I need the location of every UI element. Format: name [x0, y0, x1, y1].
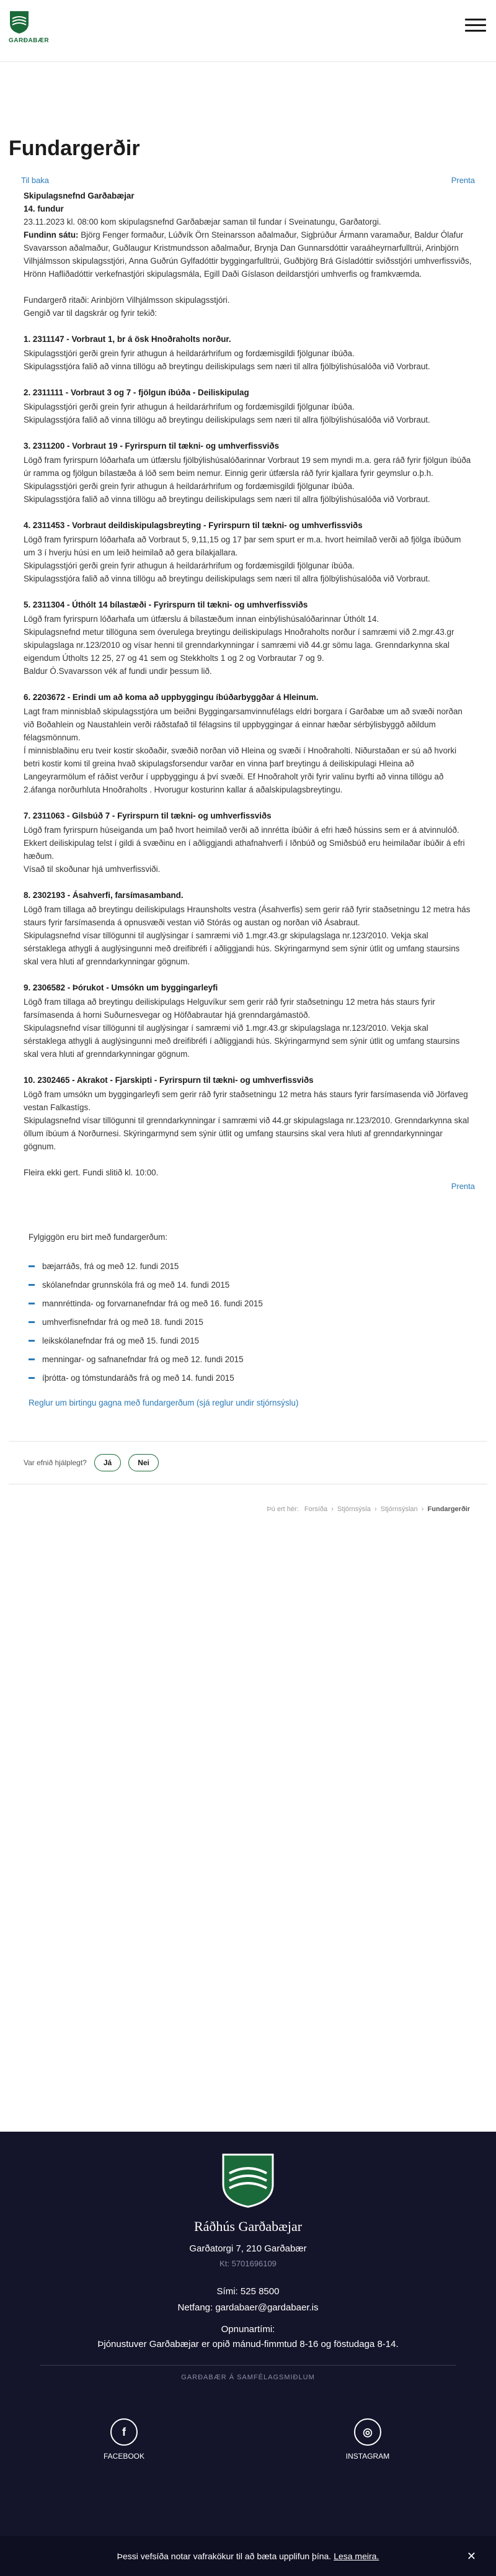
footer-hours: Þjónustuver Garðabæjar er opið mánud-fimmtud 8-16 og föstudaga 8-14.: [97, 2339, 399, 2349]
breadcrumb-home[interactable]: Forsíða: [304, 1506, 328, 1513]
attachments-intro: Fylgiggön eru birt með fundargerðum:: [29, 1232, 168, 1242]
attachment-item[interactable]: [29, 1350, 472, 1368]
back-link[interactable]: Til baka: [21, 176, 50, 185]
footer-email[interactable]: Netfang: gardabaer@gardabaer.is: [177, 2302, 319, 2313]
agenda-case: [24, 691, 472, 796]
agenda-case: [24, 809, 472, 876]
case-paragraph: Lögð fram umsókn um byggingarleyfi sem gerir ráð fyrir staðsetningu 12 metra hás staurs fyrir farsímasenda við Jörfaveg vestan Falkastígs.: [24, 1090, 468, 1112]
close-icon[interactable]: ✕: [466, 2550, 476, 2562]
meeting-minutes: [9, 189, 487, 1179]
attachment-label: íþrótta- og tómstundaráðs frá og með 14. fundi 2015: [42, 1373, 234, 1383]
dash-icon: [29, 1303, 35, 1304]
footer-title: Ráðhús Garðabæjar: [193, 2219, 303, 2234]
hamburger-icon[interactable]: [465, 19, 486, 35]
case-paragraph: Skipulagsnefnd metur tillöguna sem óverulega breytingu deiliskipulags Hnoðraholts norður í samræmi við 2.mgr.43.gr skipulagslaga nr.123/2010 og vísar henni til grenndarkynningar í samræmi við 44.gr sömu laga. Grenndarkynna skal eigendum Útholts 12 25, 27 og 41 sem og Stekkholts 1 og 2 og Vorbrautar 7 og 9.: [24, 627, 454, 663]
print-link-bottom[interactable]: Prenta: [451, 1182, 475, 1191]
attendees-list: Björg Fenger formaður, Lúðvík Örn Steinarsson aðalmaður, Sigþrúður Ármann varamaður, Baldur Ólafur Svavarsson aðalmaður, Guðlaugur Kristmundsson aðalmaður, Brynja Dan Gunnarsdóttir varaáheyrnarfulltrúi, Arinbjörn Vilhjálmsson skipulagsstjóri, Anna Guðrún Gylfadóttir byggingarfulltrúi, Guðbjörg Brá Gísladóttir sviðsstjóri umhverfissviðs, Hrönn Hafliðadóttir verkefnastjóri skipulagsmála, Egill Daði Gíslason deildarstjóri umhverfis og framkvæmda.: [24, 230, 472, 279]
rules-link[interactable]: Reglur um birtingu gagna með fundargerðum (sjá reglur undir stjórnsýslu): [29, 1398, 299, 1407]
top-actions: [9, 176, 487, 189]
site-footer: [0, 2132, 496, 2576]
case-paragraph: Lagt fram minnisblað skipulagsstjóra um beiðni Byggingarsamvinnufélags eldri borgara í Garðabæ um að svæði norðan við Boðahlein og Naustahlein verði ráðstafað til félagsins til uppbyggingar á einnar hæðar sérbýlisbyggð aðildum félagsmönnum.: [24, 707, 463, 742]
secretary-line: Fundargerð ritaði: Arinbjörn Vilhjálmsson skipulagsstjóri.: [24, 295, 230, 305]
case-paragraph: Skipulagsstjóra falið að vinna tillögu að breytingu deiliskipulags sem næri til allra fjölbýlishúsalóða við Vorbraut.: [24, 415, 430, 424]
footer-kt: Kt: 5701696109: [219, 2259, 277, 2268]
feedback-yes-button[interactable]: Já: [94, 1454, 121, 1471]
attachment-label: leikskólanefndar frá og með 15. fundi 2015: [42, 1335, 200, 1345]
case-title: 5. 2311304 - Úthólt 14 bílastæði - Fyrirspurn til tækni- og umhverfissviðs: [24, 600, 308, 609]
cookie-banner: [0, 2536, 496, 2576]
agenda-case: [24, 439, 472, 506]
case-title: 8. 2302193 - Ásahverfi, farsímasamband.: [24, 891, 184, 900]
attachment-item[interactable]: [29, 1257, 472, 1275]
instagram-icon: ◎: [354, 2418, 381, 2446]
agenda-cases: [24, 333, 472, 1153]
agenda-case: [24, 889, 472, 968]
meeting-intro: 23.11.2023 kl. 08:00 kom skipulagsnefnd Garðabæjar saman til fundar í Sveinatungu, Garðatorgi.: [24, 217, 381, 227]
agenda-line: Gengið var til dagskrár og fyrir tekið:: [24, 308, 157, 318]
instagram-label: INSTAGRAM: [345, 2452, 390, 2461]
agenda-case: [24, 1074, 472, 1153]
instagram-link[interactable]: [330, 2418, 405, 2461]
bottom-actions: [9, 1182, 487, 1195]
footer-phone[interactable]: Sími: 525 8500: [216, 2286, 280, 2297]
case-paragraph: Lögð fram tillaga að breytingu deiliskipulags Hraunsholts vestra (Ásahverfis) sem gerir ráð fyrir staðsetningu 12 metra hás staurs fyrir farsímasenda á opnusvæði vestan við Stórás og austan og norðan við Ásabraut.: [24, 905, 471, 927]
case-paragraph: Vísað til skoðunar hjá umhverfissviði.: [24, 864, 161, 874]
attachment-item[interactable]: [29, 1313, 472, 1331]
case-title: 3. 2311200 - Vorbraut 19 - Fyrirspurn til tækni- og umhverfissviðs: [24, 441, 280, 451]
case-paragraph: Lögð fram fyrirspurn lóðarhafa að Vorbraut 5, 9,11,15 og 17 þar sem spurt er m.a. hvort heimilað verði að fjölga íbúðum um 3 í hverju húsi en um leið heimilað að gera bílakjallara.: [24, 535, 461, 557]
dash-icon: [29, 1284, 35, 1286]
case-paragraph: Skipulagsstjóri gerði grein fyrir athugun á heildarárhrifum og fordæmisgildi fjölgunar íbúða.: [24, 349, 355, 358]
case-paragraph: Lögð fram tillaga að breytingu deiliskipulags Helguvíkur sem gerir ráð fyrir staðsetningu 12 metra hás staurs fyrir farsímasenda á horni Suðurnesvegar og Höfðabrautar hjá grenndargámastöð.: [24, 997, 435, 1020]
dash-icon: [29, 1321, 35, 1323]
agenda-case: [24, 981, 472, 1061]
closing-line: Fleira ekki gert. Fundi slitið kl. 10:00.: [24, 1168, 159, 1177]
case-title: 2. 2311111 - Vorbraut 3 og 7 - fjölgun íbúða - Deiliskipulag: [24, 388, 249, 397]
attachment-label: skólanefndar grunnskóla frá og með 14. fundi 2015: [42, 1280, 230, 1290]
page-title: Fundargerðir: [9, 137, 140, 160]
attendees: [24, 228, 472, 280]
attachments-section: [29, 1232, 472, 1407]
dash-icon: [29, 1265, 35, 1267]
case-title: 4. 2311453 - Vorbraut deildiskipulagsbreyting - Fyrirspurn til tækni- og umhverfissviðs: [24, 521, 363, 530]
facebook-link[interactable]: [87, 2418, 161, 2461]
case-paragraph: Lögð fram fyrirspurn lóðarhafa um útfærslu á bílastæðum innan einbýlishúsalóðarinnar Úthólt 14.: [24, 614, 379, 624]
dash-icon: [29, 1340, 35, 1342]
agenda-case: [24, 333, 472, 373]
footer-logo: [221, 2152, 275, 2209]
feedback-no-button[interactable]: Nei: [128, 1454, 159, 1471]
cookie-read-more-link[interactable]: Lesa meira.: [334, 2551, 379, 2561]
dash-icon: [29, 1377, 35, 1379]
case-paragraph: Í minnisblaðinu eru tveir kostir skoðaðir, svæðið norðan við Hleina og svæði í Hnoðraholti. Niðurstaðan er sú að hvorki betri kostir komi til greina hvað skipulagsforsendur varðar en vinna þarf breytingu á deiliskipulagi Hleina að Langeyrarmölum ef ráðist verður í uppbyggingu á því svæði. Ef Hnoðraholt yrði fyrir valinu byrfti að vinna tillögu að 2.áfanga norðurhluta Hnoðraholts . Hvorugur kosturinn kallar á aðalskipulagsbreytingu.: [24, 746, 457, 794]
attachment-label: mannréttinda- og forvarnanefndar frá og með 16. fundi 2015: [42, 1298, 263, 1308]
cookie-text: Þessi vefsíða notar vafrakökur til að bæta upplifun þína.: [117, 2551, 332, 2561]
feedback-question: Var efnið hjálplegt?: [24, 1458, 87, 1467]
agenda-case: [24, 519, 472, 585]
footer-address: Garðatorgi 7, 210 Garðabær: [189, 2243, 307, 2254]
breadcrumb-stjornsyslan[interactable]: Stjórnsýslan: [380, 1506, 418, 1513]
feedback-bar: [9, 1441, 487, 1484]
case-paragraph: Lögð fram fyrirspurn húseiganda um það hvort heimilað verði að innrétta íbúðir á efri hæð hússins sem er á atvinnulóð. Ekkert deiliskipulag telst í gildi á svæðinu en í aðliggjandi athafnahverfi í Iðnbúð og Smiðsbúð eru heimilaðar íbúðir á efri hæðum.: [24, 825, 465, 861]
attendees-label: Fundinn sátu:: [24, 230, 79, 240]
case-paragraph: Skipulagsnefnd vísar tillögunni til auglýsingar í samræmi við 1.mgr.43.gr skipulagslaga nr.123/2010. Vekja skal sérstaklega athygli á auglýsingunni með dreifibréfi í aðliggjandi hús. Skýringarmynd sem sýnir útlit og umfang staursins skal vera hluti af grenndarkynningar gögnum.: [24, 1023, 460, 1059]
facebook-icon: f: [110, 2418, 138, 2446]
case-paragraph: Skipulagsnefnd vísar tillögunni til grenndarkynningar í samræmi við 44.gr skipulagslaga nr.123/2010. Grenndarkynna skal öllum íbúum á Norðurnesi. Skýringarmynd sem sýnir útlit og umfang staursins skal vera hluti af grenndarkynningar gögnum.: [24, 1116, 469, 1151]
case-paragraph: Baldur Ó.Svavarsson vék af fundi undir þessum lið.: [24, 666, 212, 676]
main-content: [9, 176, 487, 1513]
case-paragraph: Lögð fram fyrirspurn lóðarhafa um útfærslu fjölbýlishúsalóðarinnar Vorbraut 19 sem myndi m.a. gera ráð fyrir fjölgun íbúða úr ramma og fjölgun bílastæða á lóð sem beim nemur. Einnig gerir útfærsla ráð fyrir kjallara fyrir geymslur o.þ.h.: [24, 456, 471, 478]
breadcrumb-label: Þú ert hér:: [267, 1506, 299, 1513]
case-paragraph: Skipulagsnefnd vísar tillögunni til auglýsingar í samræmi við 1.mgr.43.gr skipulagslaga nr.123/2010. Vekja skal sérstaklega athygli á auglýsingunni með dreifibréfi í aðliggjandi hús. Skýringarmynd sem sýnir útlit og umfang staursins skal vera hluti af grenndarkynningar gögnum.: [24, 931, 460, 966]
case-paragraph: Skipulagsstjóri gerði grein fyrir athugun á heildarárhrifum og fordæmisgildi fjölgunar íbúða.: [24, 561, 355, 570]
logo-text: GARÐABÆR: [9, 37, 50, 44]
breadcrumb-stjornsysla[interactable]: Stjórnsýsla: [337, 1506, 371, 1513]
footer-hours-label: Opnunartími:: [221, 2324, 275, 2335]
case-title: 7. 2311063 - Gilsbúð 7 - Fyrirspurn til tækni- og umhverfissviðs: [24, 811, 272, 820]
case-paragraph: Skipulagsstjóra falið að vinna tillögu að breytingu deiliskipulags sem næri til allra fjölbýlishúsalóða við Vorbraut.: [24, 495, 430, 504]
committee-name: Skipulagsnefnd Garðabæjar: [24, 191, 135, 200]
attachment-item[interactable]: [29, 1368, 472, 1387]
case-paragraph: Skipulagsstjóri gerði grein fyrir athugun á heildarárhrifum og fordæmisgildi fjölgunar íbúða.: [24, 482, 355, 491]
dash-icon: [29, 1358, 35, 1360]
footer-social-tagline: GARÐABÆR Á SAMFÉLAGSMIÐLUM: [181, 2374, 315, 2381]
shield-logo-icon: [221, 2152, 275, 2209]
breadcrumb-current: Fundargerðir: [427, 1506, 470, 1513]
site-header: [0, 0, 496, 62]
attachments-list: [29, 1257, 472, 1387]
agenda-case: [24, 386, 472, 426]
breadcrumb: Þú ert hér: Forsíða › Stjórnsýsla › Stjórnsýslan › Fundargerðir: [267, 1506, 470, 1513]
agenda-case: [24, 598, 472, 678]
attachment-item[interactable]: [29, 1331, 472, 1350]
case-title: 6. 2203672 - Erindi um að koma að uppbyggingu íbúðarbyggðar á Hleinum.: [24, 693, 319, 702]
attachment-label: menningar- og safnanefndar frá og með 12. fundi 2015: [42, 1354, 244, 1364]
attachment-label: bæjarráðs, frá og með 12. fundi 2015: [42, 1261, 179, 1271]
attachment-item[interactable]: [29, 1294, 472, 1313]
case-title: 9. 2306582 - Þórukot - Umsókn um byggingarleyfi: [24, 983, 218, 992]
case-title: 1. 2311147 - Vorbraut 1, br á ösk Hnoðraholts norður.: [24, 334, 231, 344]
case-paragraph: Skipulagsstjóra falið að vinna tillögu að breytingu deiliskipulags sem næri til allra fjölbýlishúsalóða við Vorbraut.: [24, 362, 430, 371]
meeting-number: 14. fundur: [24, 204, 64, 213]
footer-divider: [40, 2365, 456, 2366]
shield-logo-icon: [9, 10, 30, 35]
attachment-item[interactable]: [29, 1275, 472, 1294]
print-link[interactable]: Prenta: [451, 176, 475, 185]
facebook-label: FACEBOOK: [103, 2452, 145, 2461]
attachment-label: umhverfisnefndar frá og með 18. fundi 2015: [42, 1317, 203, 1327]
case-paragraph: Skipulagsstjóra falið að vinna tillögu að breytingu deiliskipulags sem næri til allra fjölbýlishúsalóða við Vorbraut.: [24, 574, 430, 583]
case-paragraph: Skipulagsstjóri gerði grein fyrir athugun á heildarárhrifum og fordæmisgildi fjölgunar íbúða.: [24, 402, 355, 411]
case-title: 10. 2302465 - Akrakot - Fjarskipti - Fyrirspurn til tækni- og umhverfissviðs: [24, 1075, 314, 1085]
